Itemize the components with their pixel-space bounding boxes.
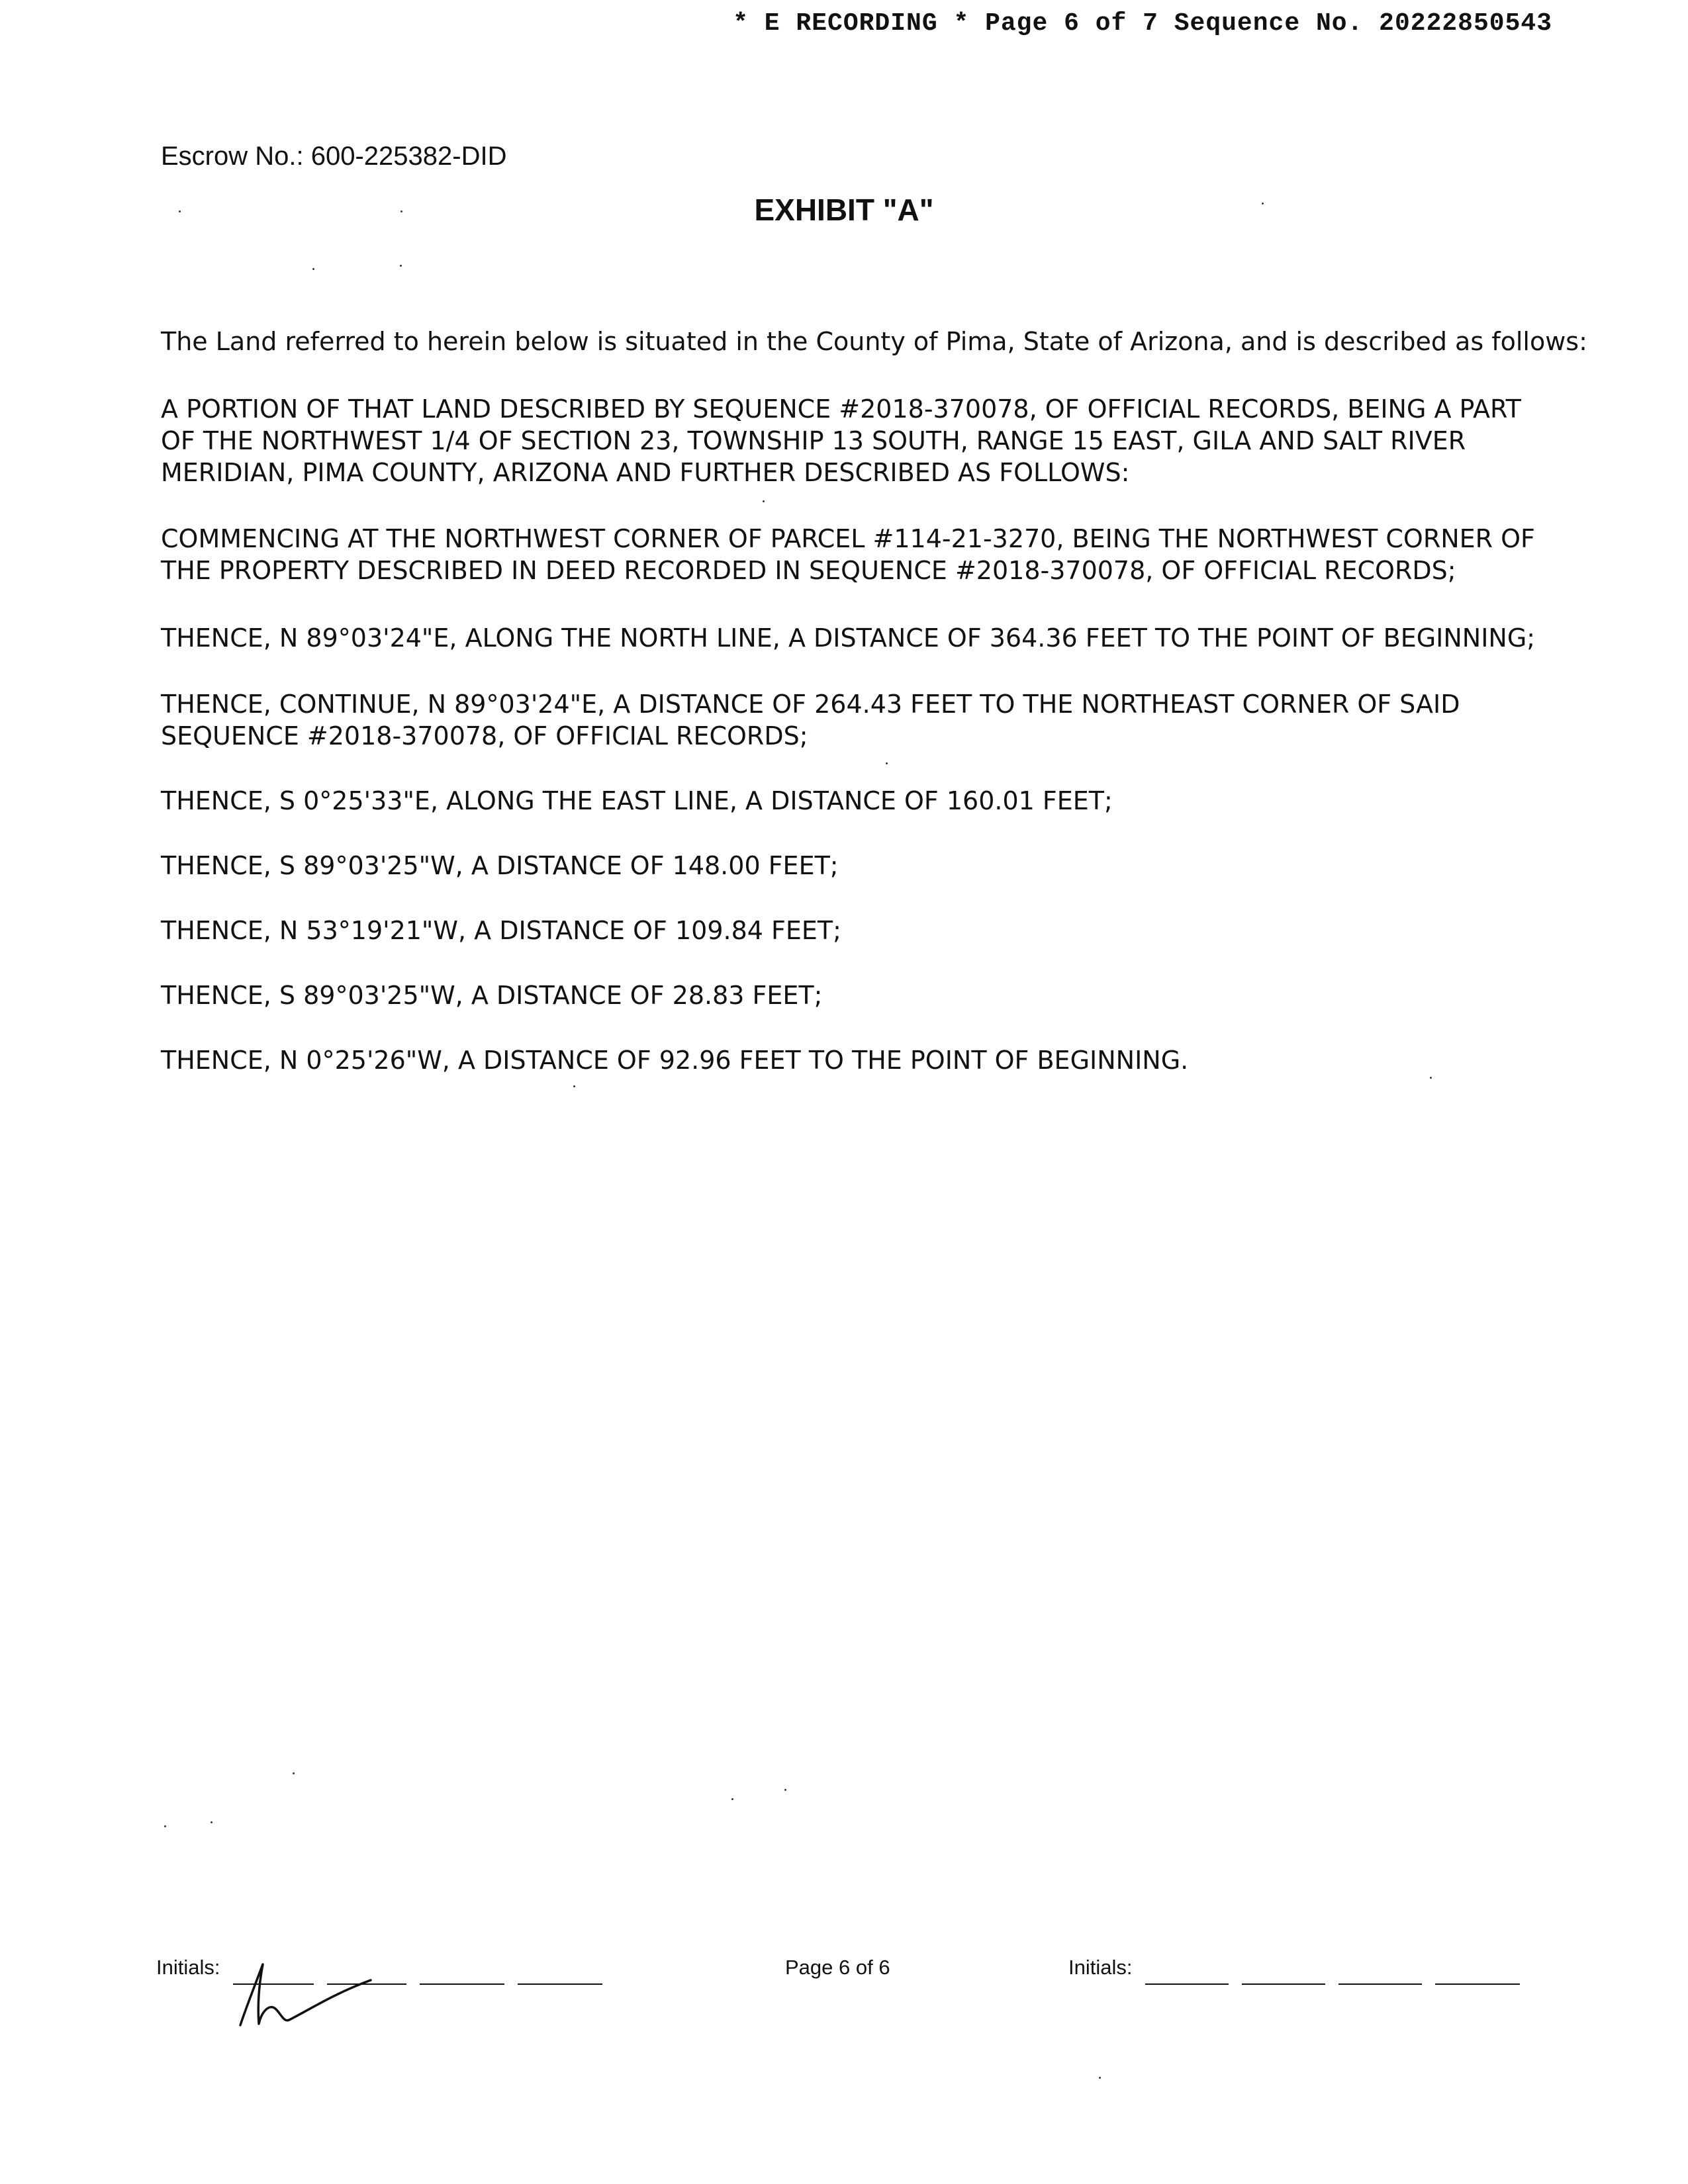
- initials-blank: [1435, 1983, 1520, 1985]
- course-paragraph: THENCE, CONTINUE, N 89°03'24"E, A DISTANCE OF 264.43 FEET TO THE NORTHEAST CORNER OF SAID SEQUENCE #2018-370078, OF OFFICIAL RECORDS;: [161, 690, 1460, 751]
- page-title: EXHIBIT "A": [754, 193, 934, 227]
- scan-speck: [573, 1085, 575, 1087]
- initials-blank: [518, 1983, 602, 1985]
- scan-speck: [784, 1789, 786, 1791]
- initials-blank: [420, 1983, 504, 1985]
- initials-blank: [1242, 1983, 1325, 1985]
- scan-speck: [211, 1821, 212, 1823]
- initials-label: Initials:: [156, 1956, 220, 1979]
- scan-speck: [731, 1798, 733, 1800]
- scan-speck: [312, 268, 314, 270]
- course-paragraph: THENCE, S 89°03'25"W, A DISTANCE OF 28.83 FEET;: [161, 981, 823, 1010]
- intro-paragraph: The Land referred to herein below is situated in the County of Pima, State of Arizona, and is described as follows:: [161, 327, 1587, 356]
- initials-blank: [1145, 1983, 1229, 1985]
- course-paragraph: THENCE, S 89°03'25"W, A DISTANCE OF 148.00 FEET;: [161, 851, 839, 880]
- footer-initials-left: [156, 1956, 616, 1979]
- initials-label: Initials:: [1068, 1956, 1133, 1979]
- escrow-number: Escrow No.: 600-225382-DID: [161, 142, 507, 171]
- course-paragraph: THENCE, N 0°25'26"W, A DISTANCE OF 92.96 FEET TO THE POINT OF BEGINNING.: [161, 1046, 1189, 1075]
- initials-blank: [1338, 1983, 1422, 1985]
- scan-speck: [886, 762, 888, 764]
- course-paragraph: THENCE, N 53°19'21"W, A DISTANCE OF 109.84 FEET;: [161, 916, 841, 945]
- scan-speck: [164, 1825, 166, 1827]
- scan-speck: [763, 500, 765, 502]
- recording-stamp: * E RECORDING * Page 6 of 7 Sequence No. 20222850543: [733, 9, 1552, 38]
- page-number: Page 6 of 6: [785, 1956, 890, 1979]
- footer-initials-right: [1068, 1956, 1533, 1979]
- scan-speck: [1430, 1077, 1432, 1079]
- scan-speck: [1099, 2077, 1101, 2079]
- scan-speck: [1262, 203, 1264, 205]
- course-paragraph: THENCE, S 0°25'33"E, ALONG THE EAST LINE, A DISTANCE OF 160.01 FEET;: [161, 786, 1113, 815]
- scan-speck: [400, 210, 402, 212]
- scan-speck: [400, 265, 402, 267]
- commencing-paragraph: COMMENCING AT THE NORTHWEST CORNER OF PARCEL #114-21-3270, BEING THE NORTHWEST CORNER OF THE PROPERTY DESCRIBED IN DEED RECORDED IN SEQUENCE #2018-370078, OF OFFICIAL RECORDS;: [161, 524, 1535, 585]
- course-paragraph: THENCE, N 89°03'24"E, ALONG THE NORTH LINE, A DISTANCE OF 364.36 FEET TO THE POINT OF BEGINNING;: [161, 623, 1536, 653]
- scan-speck: [293, 1772, 295, 1774]
- handwritten-signature-icon: [235, 1959, 377, 2038]
- portion-paragraph: A PORTION OF THAT LAND DESCRIBED BY SEQUENCE #2018-370078, OF OFFICIAL RECORDS, BEING A PART OF THE NORTHWEST 1/4 OF SECTION 23, TOWNSHIP 13 SOUTH, RANGE 15 EAST, GILA AND SALT RIVER MERIDIAN, PIMA COUNTY, ARIZONA AND FURTHER DESCRIBED AS FOLLOWS:: [161, 394, 1521, 487]
- scan-speck: [179, 210, 181, 212]
